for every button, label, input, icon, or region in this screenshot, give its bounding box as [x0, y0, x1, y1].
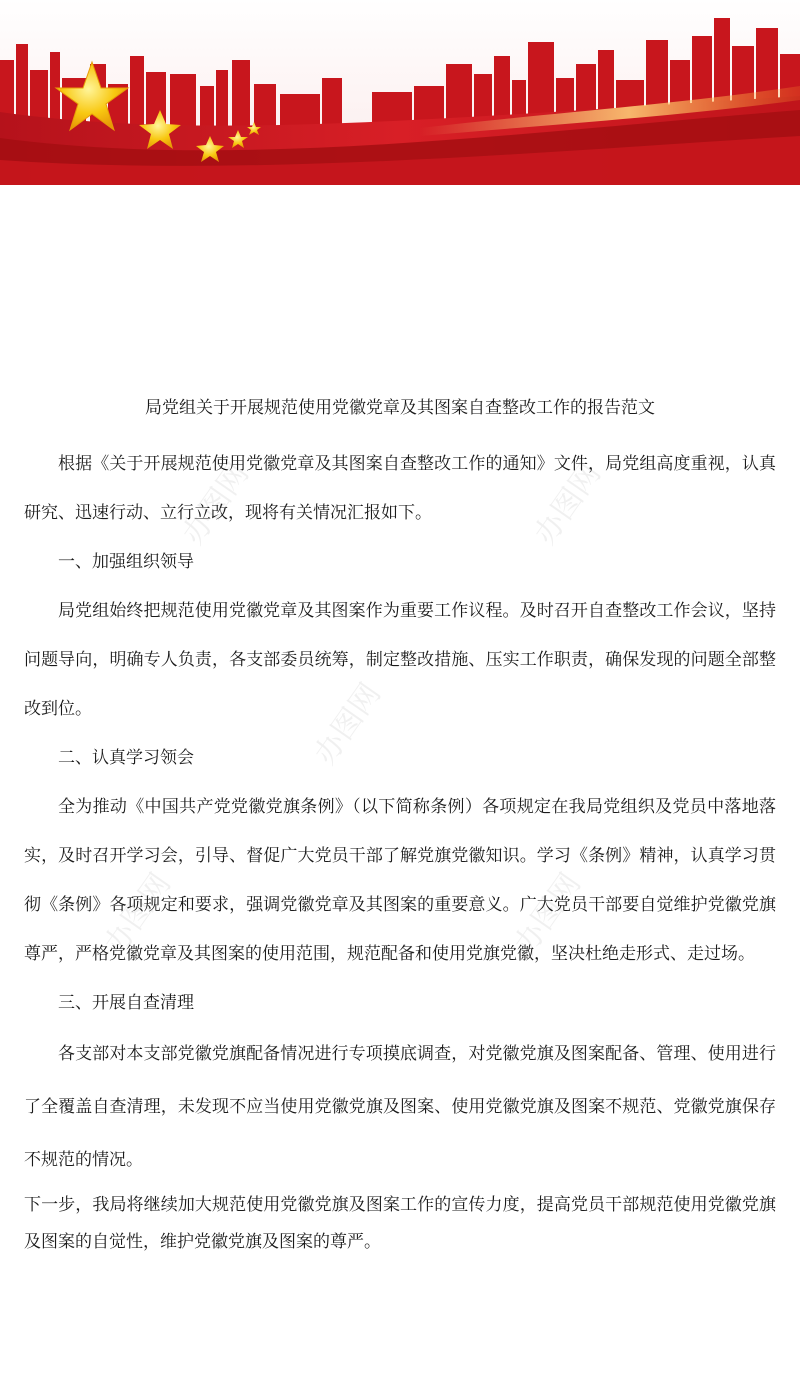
- watermark: 办图网: [507, 867, 589, 961]
- skyline-icon: [0, 0, 800, 185]
- section-body-1: 局党组始终把规范使用党徽党章及其图案作为重要工作议程。及时召开自查整改工作会议，坚持问题导向，明确专人负责，各支部委员统筹，制定整改措施、压实工作职责，确保发现的问题全部整改到位。: [24, 601, 776, 719]
- watermark: 办图网: [175, 457, 257, 551]
- report-document: [24, 388, 776, 1261]
- watermark: 办图网: [97, 867, 179, 961]
- document-title: 局党组关于开展规范使用党徽党章及其图案自查整改工作的报告范文: [145, 398, 655, 418]
- section-heading-1: 一、加强组织领导: [58, 552, 194, 572]
- section-heading-3: 三、开展自查清理: [58, 993, 194, 1013]
- closing-paragraph: 下一步，我局将继续加大规范使用党徽党旗及图案工作的宣传力度，提高党员干部规范使用党徽党旗及图案的自觉性，维护党徽党旗及图案的尊严。: [24, 1195, 776, 1252]
- section-body-2: 全为推动《中国共产党党徽党旗条例》（以下简称条例）各项规定在我局党组织及党员中落地落实，及时召开学习会，引导、督促广大党员干部了解党旗党徽知识。学习《条例》精神，认真学习贯彻《条例》各项规定和要求，强调党徽党章及其图案的重要意义。广大党员干部要自觉维护党徽党旗尊严，严格党徽党章及其图案的使用范围，规范配备和使用党旗党徽，坚决杜绝走形式、走过场。: [24, 797, 776, 964]
- header-banner: [0, 0, 800, 185]
- section-body-3: 各支部对本支部党徽党旗配备情况进行专项摸底调查，对党徽党旗及图案配备、管理、使用进行了全覆盖自查清理，未发现不应当使用党徽党旗及图案、使用党徽党旗及图案不规范、党徽党旗保存不规范的情况。: [24, 1044, 776, 1170]
- watermark: 办图网: [307, 677, 389, 771]
- watermark: 办图网: [527, 457, 609, 551]
- intro-paragraph: 根据《关于开展规范使用党徽党章及其图案自查整改工作的通知》文件，局党组高度重视，认真研究、迅速行动、立行立改，现将有关情况汇报如下。: [24, 454, 776, 523]
- section-heading-2: 二、认真学习领会: [58, 748, 194, 768]
